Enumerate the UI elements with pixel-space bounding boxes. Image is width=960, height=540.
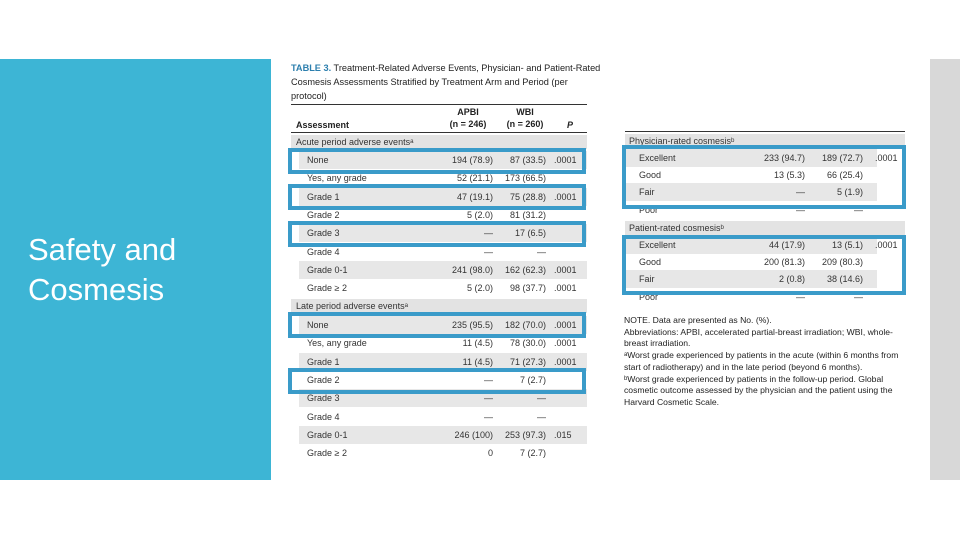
apbi-value: 235 (95.5) [451,320,493,330]
wbi-value: 66 (25.4) [826,170,863,181]
note-data: NOTE. Data are presented as No. (%). [624,315,772,325]
header-apbi [437,106,499,130]
section-acute: Acute period adverse eventsᵃ [291,135,587,149]
row-label: Yes, any grade [307,173,367,184]
wbi-value: 87 (33.5) [509,155,546,165]
wbi-value: 38 (14.6) [826,274,863,285]
wbi-value: 75 (28.8) [509,191,546,202]
section-late: Late period adverse eventsᵃ [291,299,587,313]
row-label: Poor [639,204,659,215]
row-label: Grade ≥ 2 [307,283,347,294]
wbi-value: 7 (2.7) [519,374,546,385]
p-value: .0001 [554,155,577,165]
apbi-value: — [484,374,493,385]
row-label: None [307,155,329,165]
wbi-value: 162 (62.3) [504,264,546,275]
row-label: Poor [639,291,659,302]
apbi-value: — [484,246,493,257]
apbi-value: 13 (5.3) [773,170,805,181]
table-top-rule [291,104,587,105]
row-label: Excellent [639,240,676,250]
row-label: Grade 3 [307,393,340,404]
wbi-value: 189 (72.7) [821,153,863,163]
wbi-value: — [537,246,546,257]
header-wbi-label: WBI [516,107,534,117]
wbi-value: — [537,411,546,422]
row-label: Grade 4 [307,411,340,422]
wbi-value: 182 (70.0) [504,320,546,330]
p-value: .0001 [554,356,577,367]
p-value: .0001 [875,240,898,250]
apbi-value: 5 (2.0) [466,283,493,294]
wbi-value: 98 (37.7) [509,283,546,294]
wbi-value: 13 (5.1) [831,240,863,250]
row-label: Good [639,257,662,268]
wbi-value: — [537,393,546,404]
header-wbi [496,106,554,130]
apbi-value: — [484,393,493,404]
table-caption [291,61,601,103]
section-physician: Physician-rated cosmesisᵇ [625,134,905,149]
apbi-value: 44 (17.9) [768,240,805,250]
right-edge-strip [930,59,960,480]
wbi-value: 71 (27.3) [509,356,546,367]
row-label: Good [639,170,662,181]
slide-title: Safety and Cosmesis [28,232,177,307]
footnote-b: ᵇWorst grade experienced by patients in the follow-up period. Global cosmetic outcome assessed by the physician and the patient using the Harvard Cosmetic Scale. [624,373,893,407]
wbi-value: 7 (2.7) [519,448,546,459]
apbi-value: 47 (19.1) [456,191,493,202]
p-value: .015 [554,429,572,440]
row-label: Yes, any grade [307,338,367,349]
wbi-value: 5 (1.9) [836,187,863,198]
wbi-value: — [854,204,863,215]
apbi-value: 5 (2.0) [466,209,493,220]
apbi-value: — [796,204,805,215]
row-label: Fair [639,187,655,198]
highlight-physician-cosmesis [622,145,906,209]
footnote-a: ᵃWorst grade experienced by patients in the acute (within 6 months from start of radiotherapy) and in the late period (beyond 6 months). [624,350,899,372]
wbi-value: 173 (66.5) [504,173,546,184]
row-label: Grade 2 [307,209,340,220]
apbi-value: — [484,228,493,239]
table-caption-text: Treatment-Related Adverse Events, Physician- and Patient-Rated Cosmesis Assessments Stratified by Treatment Arm and Period (per protocol) [291,63,601,101]
p-value: .0001 [554,338,577,349]
highlight-late-none [288,312,586,338]
apbi-value: — [796,187,805,198]
header-assessment: Assessment [296,120,350,130]
row-label: Grade 1 [307,191,340,202]
header-p: P [566,120,573,130]
highlight-patient-cosmesis [622,235,906,295]
section-patient: Patient-rated cosmesisᵇ [625,221,905,236]
table-row [299,426,587,444]
highlight-acute-grade3 [288,221,586,247]
wbi-value: 209 (80.3) [821,257,863,268]
row-label: Fair [639,274,655,285]
row-label: Grade 2 [307,374,340,385]
table-label: TABLE 3. [291,63,332,73]
wbi-value: — [854,291,863,302]
apbi-value: 246 (100) [454,429,493,440]
apbi-value: 11 (4.5) [462,356,493,367]
header-apbi-n: (n = 246) [449,119,487,129]
row-label: Grade ≥ 2 [307,448,347,459]
apbi-value: 200 (81.3) [763,257,805,268]
table-row [299,261,587,279]
row-label: None [307,320,329,330]
header-wbi-n: (n = 260) [506,119,544,129]
row-label: Grade 4 [307,246,340,257]
apbi-value: 2 (0.8) [778,274,805,285]
apbi-value: 241 (98.0) [451,264,493,275]
p-value: .0001 [554,320,577,330]
row-label: Grade 0-1 [307,264,348,275]
table-row [299,279,587,297]
table-row [299,444,587,462]
note-abbreviations: Abbreviations: APBI, accelerated partial-breast irradiation; WBI, whole-breast irradiation. [624,326,893,349]
highlight-late-grade2 [288,368,586,394]
wbi-value: 17 (6.5) [514,228,546,239]
table-row [299,408,587,426]
header-apbi-label: APBI [457,107,479,117]
row-label: Grade 0-1 [307,429,348,440]
highlight-acute-none [288,148,586,174]
highlight-acute-grade1 [288,184,586,210]
apbi-value: — [796,291,805,302]
apbi-value: 52 (21.1) [456,173,493,184]
p-value: .0001 [554,283,577,294]
cosmesis-top-rule [625,131,905,132]
p-value: .0001 [554,191,577,202]
apbi-value: 11 (4.5) [462,338,493,349]
p-value: .0001 [554,264,577,275]
apbi-value: 233 (94.7) [763,153,805,163]
row-label: Grade 1 [307,356,340,367]
row-label: Excellent [639,153,676,163]
wbi-value: 253 (97.3) [504,429,546,440]
p-value: .0001 [875,153,898,163]
apbi-value: 194 (78.9) [451,155,493,165]
row-label: Grade 3 [307,228,340,239]
table-notes [624,315,908,409]
header-rule [291,132,587,133]
wbi-value: 78 (30.0) [509,338,546,349]
apbi-value: — [484,411,493,422]
wbi-value: 81 (31.2) [509,209,546,220]
apbi-value: 0 [487,448,493,459]
